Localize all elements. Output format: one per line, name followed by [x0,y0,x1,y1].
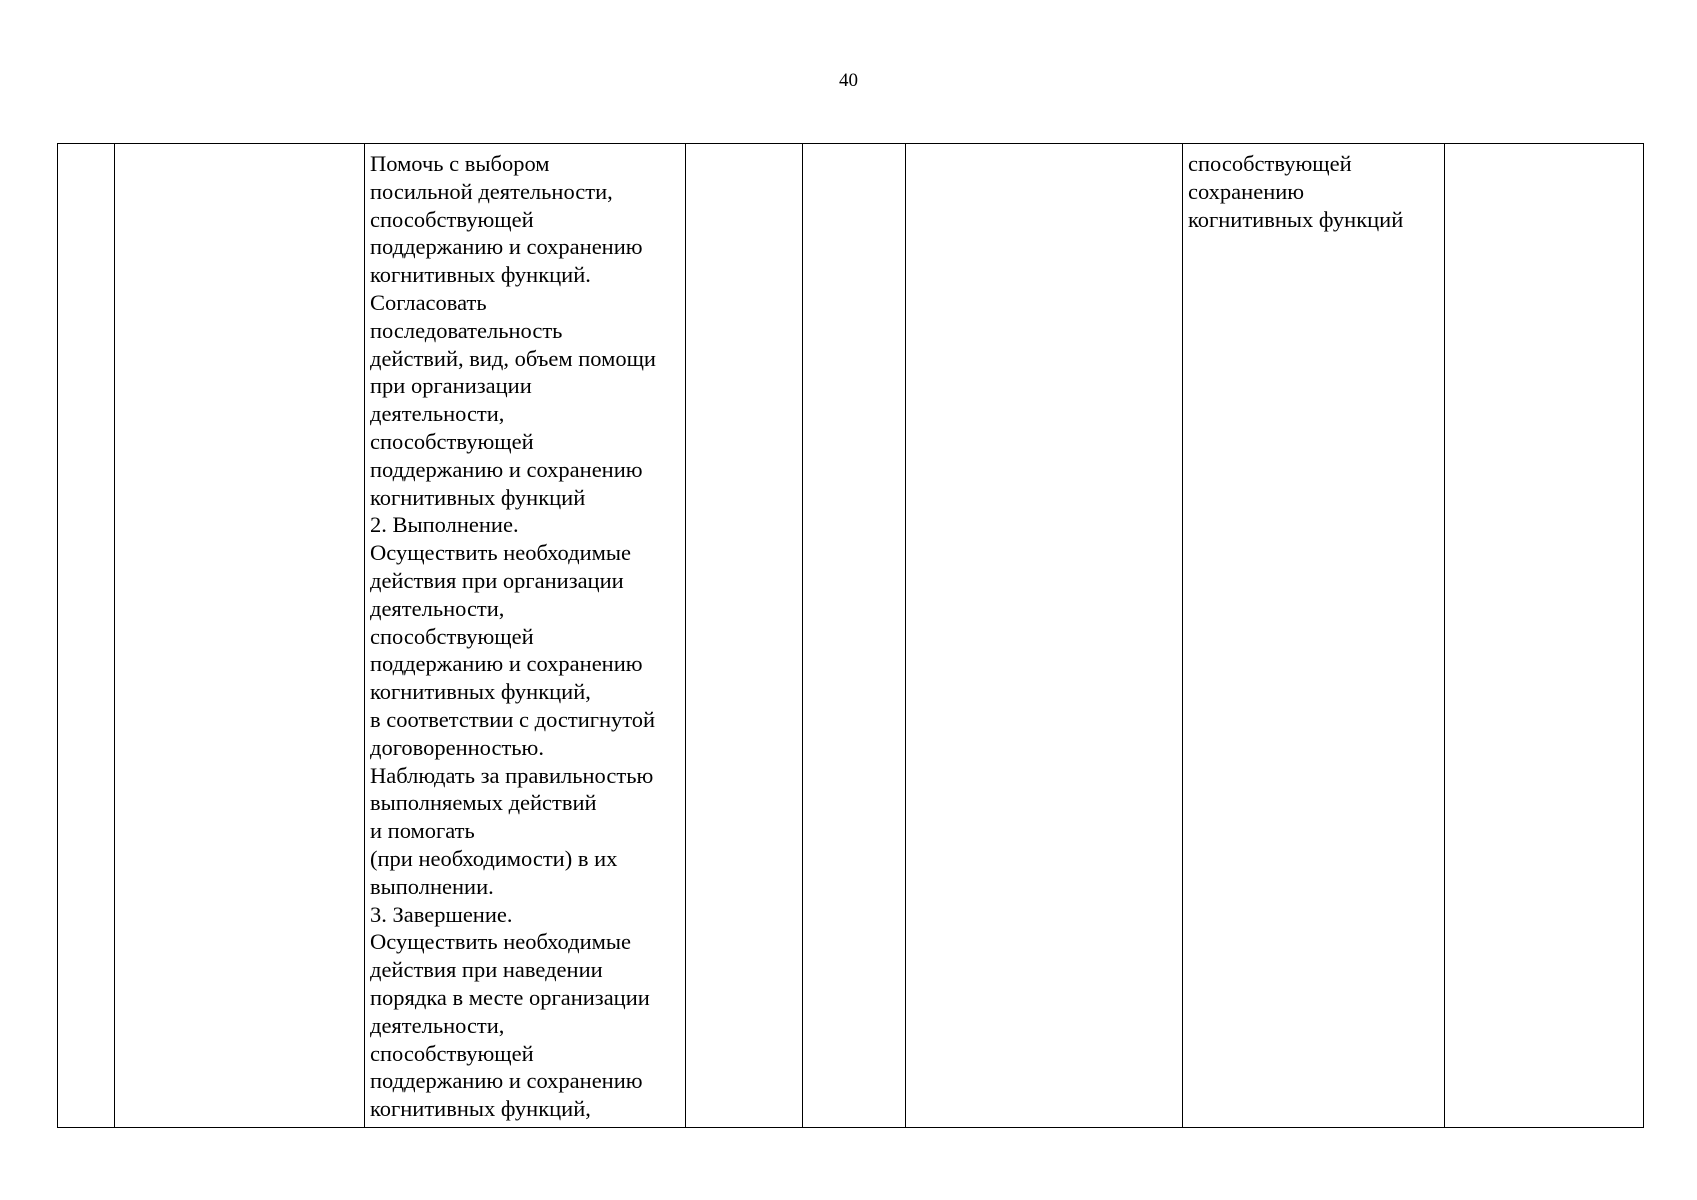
text-line: способствующей [1188,151,1352,176]
text-line: поддержанию и сохранению [370,234,643,260]
text-line: действий, вид, объем помощи [370,345,656,371]
text-line: поддержанию и сохранению [370,1068,643,1094]
cell-col-3-text [370,150,680,1123]
text-line: когнитивных функций [1188,206,1404,232]
text-line: способствующей [370,623,534,649]
text-line: способствующей [370,206,534,232]
cell-col-2 [115,144,365,1128]
text-line: Наблюдать за правильностью [370,762,654,788]
text-line: способствующей [370,1040,534,1066]
cell-col-7-text [1188,150,1439,233]
text-line: поддержанию и сохранению [370,456,643,482]
text-line: когнитивных функций [370,484,586,510]
text-line: 2. Выполнение. [370,512,519,538]
text-line: способствующей [370,428,534,454]
text-line: выполнении. [370,873,494,899]
text-line: деятельности, [370,595,505,621]
text-line: Помочь с выбором [370,151,550,176]
text-line: последовательность [370,317,563,343]
text-line: (при необходимости) в их [370,845,618,871]
cell-col-7 [1183,144,1445,1128]
text-line: при организации [370,373,532,399]
cell-col-1 [58,144,115,1128]
cell-col-6 [906,144,1183,1128]
table-row [58,144,1644,1128]
page-number: 40 [839,70,858,91]
text-line: Согласовать [370,289,487,315]
text-line: когнитивных функций. [370,262,591,288]
text-line: поддержанию и сохранению [370,651,643,677]
text-line: действия при организации [370,567,624,593]
cell-col-4 [686,144,803,1128]
text-line: в соответствии с достигнутой [370,706,656,732]
text-line: сохранению [1188,178,1305,204]
document-table [57,143,1644,1128]
text-line: когнитивных функций, [370,679,591,705]
cell-col-3 [365,144,686,1128]
text-line: и помогать [370,818,475,844]
text-line: порядка в месте организации [370,984,650,1010]
text-line: посильной деятельности, [370,178,613,204]
text-line: 3. Завершение. [370,901,513,927]
text-line: деятельности, [370,1012,505,1038]
text-line: выполняемых действий [370,790,597,816]
text-line: Осуществить необходимые [370,929,631,955]
text-line: когнитивных функций, [370,1096,591,1122]
cell-col-8 [1445,144,1644,1128]
text-line: договоренностью. [370,734,544,760]
text-line: деятельности, [370,401,505,427]
text-line: действия при наведении [370,957,603,983]
text-line: Осуществить необходимые [370,540,631,566]
cell-col-5 [803,144,906,1128]
